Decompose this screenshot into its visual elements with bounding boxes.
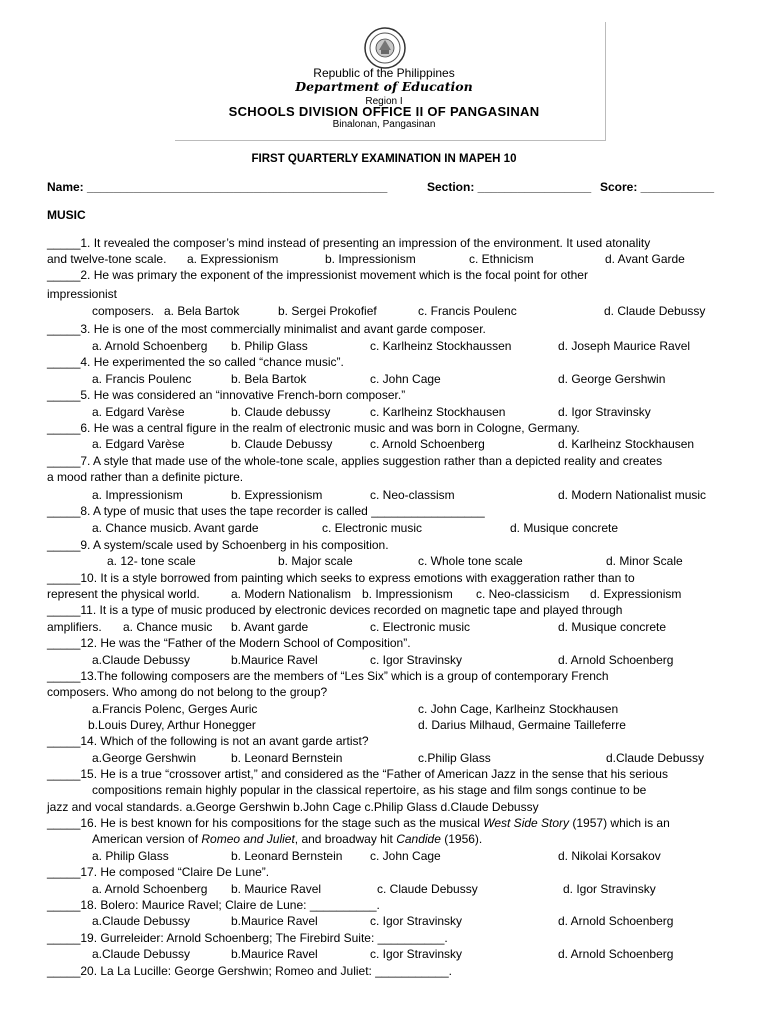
option: c. Igor Stravinsky: [370, 947, 463, 961]
option: b.Maurice Ravel: [231, 947, 318, 961]
question-line: _____12. He was the “Father of the Modern School of Composition”.: [47, 636, 411, 650]
region-line: Region I: [365, 96, 403, 107]
question-line: _____1. It revealed the composer’s mind instead of presenting an impression of the environment. It used atonality: [47, 236, 651, 250]
question-line: composers.: [92, 304, 155, 318]
option: b. Impressionism: [325, 252, 416, 266]
question-line: _____9. A system/scale used by Schoenberg in his composition.: [47, 538, 389, 552]
option: a.George Gershwin: [92, 751, 197, 765]
option: d. Igor Stravinsky: [563, 882, 656, 896]
question-line: American version of Romeo and Juliet, and broadway hit Candide (1956).: [92, 832, 483, 846]
question-line: a mood rather than a definite picture.: [47, 470, 244, 484]
option: d. Musique concrete: [510, 521, 619, 535]
option: c. Arnold Schoenberg: [370, 437, 485, 451]
option: b. Bela Bartok: [231, 372, 307, 386]
section-heading: MUSIC: [47, 208, 86, 222]
question-line: _____10. It is a style borrowed from painting which seeks to express emotions with exaggeration rather than to: [47, 571, 635, 585]
section-field[interactable]: Section: _________________: [427, 180, 592, 194]
question-line: represent the physical world.: [47, 587, 200, 601]
question-line: _____6. He was a central figure in the realm of electronic music and was born in Cologne, Germany.: [47, 421, 580, 435]
option: d. Igor Stravinsky: [558, 405, 651, 419]
option: c. John Cage: [370, 849, 441, 863]
question-line: _____20. La La Lucille: George Gershwin; Romeo and Juliet: ___________.: [47, 964, 452, 978]
option: c.Philip Glass: [418, 751, 491, 765]
option: a. Expressionism: [187, 252, 279, 266]
option: c. Electronic music: [322, 521, 423, 535]
option: d. Minor Scale: [606, 554, 683, 568]
option: a. Francis Poulenc: [92, 372, 192, 386]
question-line: _____5. He was considered an “innovative French-born composer.”: [47, 388, 406, 402]
location-line: Binalonan, Pangasinan: [332, 119, 436, 130]
option: a. Edgard Varèse: [92, 437, 185, 451]
option: d. Arnold Schoenberg: [558, 914, 674, 928]
option: b.Maurice Ravel: [231, 653, 318, 667]
option: a. Arnold Schoenberg: [92, 882, 208, 896]
option: c. Electronic music: [370, 620, 471, 634]
division-line: SCHOOLS DIVISION OFFICE II OF PANGASINAN: [228, 104, 540, 119]
option: b.Maurice Ravel: [231, 914, 318, 928]
question-line: _____7. A style that made use of the whole-tone scale, applies suggestion rather than a depicted reality and creates: [47, 454, 663, 468]
option: a. Chance music: [123, 620, 213, 634]
option: d. Expressionism: [590, 587, 682, 601]
option: c. Igor Stravinsky: [370, 653, 463, 667]
question-line: _____18. Bolero: Maurice Ravel; Claire de Lune: __________.: [47, 898, 380, 912]
question-line: _____14. Which of the following is not an avant garde artist?: [47, 734, 369, 748]
option: b. Leonard Bernstein: [231, 849, 343, 863]
option: d. Avant Garde: [605, 252, 685, 266]
option: b. Expressionism: [231, 488, 323, 502]
question-line: impressionist: [47, 287, 118, 301]
option: b. Sergei Prokofief: [278, 304, 377, 318]
question-line: jazz and vocal standards. a.George Gershwin b.John Cage c.Philip Glass d.Claude Debussy: [47, 800, 539, 814]
option: a.Claude Debussy: [92, 914, 191, 928]
option: c. Neo-classism: [370, 488, 455, 502]
option: c. Whole tone scale: [418, 554, 523, 568]
option: d. Musique concrete: [558, 620, 667, 634]
option: c. Karlheinz Stockhaussen: [370, 339, 512, 353]
score-field[interactable]: Score: ___________: [600, 180, 715, 194]
option: c. Claude Debussy: [377, 882, 478, 896]
option: a. 12- tone scale: [107, 554, 196, 568]
option: c. Neo-classicism: [476, 587, 570, 601]
option: d. Arnold Schoenberg: [558, 653, 674, 667]
option: b. Philip Glass: [231, 339, 308, 353]
option: a.Claude Debussy: [92, 653, 191, 667]
option: c. Igor Stravinsky: [370, 914, 463, 928]
option: b. Leonard Bernstein: [231, 751, 343, 765]
option: d. Nikolai Korsakov: [558, 849, 661, 863]
option: a. Bela Bartok: [164, 304, 240, 318]
option: d. Claude Debussy: [604, 304, 706, 318]
question-line: _____15. He is a true “crossover artist,” and considered as the “Father of American Jazz in the sense that his serious: [47, 767, 668, 781]
department-line: Department of Education: [295, 79, 473, 94]
question-line: _____17. He composed “Claire De Lune”.: [47, 865, 270, 879]
question-line: amplifiers.: [47, 620, 102, 634]
option: a. Modern Nationalism: [231, 587, 352, 601]
option: b. Avant garde: [231, 620, 309, 634]
option: d. Karlheinz Stockhausen: [558, 437, 695, 451]
option: d. George Gershwin: [558, 372, 666, 386]
option: b. Claude debussy: [231, 405, 331, 419]
question-line: _____19. Gurreleider: Arnold Schoenberg; The Firebird Suite: __________.: [47, 931, 448, 945]
exam-title: FIRST QUARTERLY EXAMINATION IN MAPEH 10: [251, 153, 517, 165]
option: c. Francis Poulenc: [418, 304, 517, 318]
option: b. Impressionism: [362, 587, 453, 601]
deped-seal-icon: [363, 26, 407, 70]
question-line: composers. Who among do not belong to the group?: [47, 685, 328, 699]
question-line: and twelve-tone scale.: [47, 252, 167, 266]
option: c. John Cage, Karlheinz Stockhausen: [418, 702, 619, 716]
question-line: _____16. He is best known for his compositions for the stage such as the musical West Side Story (1957) which is an: [47, 816, 670, 830]
option: b. Maurice Ravel: [231, 882, 322, 896]
question-line: _____2. He was primary the exponent of the impressionist movement which is the focal point for other: [47, 268, 588, 282]
option: d.Claude Debussy: [606, 751, 705, 765]
option: c. Karlheinz Stockhausen: [370, 405, 506, 419]
question-line: _____13.The following composers are the members of “Les Six” which is a group of contemporary French: [47, 669, 609, 683]
question-line: compositions remain highly popular in the classical repertoire, as his stage and film songs continue to be: [92, 783, 647, 797]
option: a. Arnold Schoenberg: [92, 339, 208, 353]
option: d. Arnold Schoenberg: [558, 947, 674, 961]
option: b. Claude Debussy: [231, 437, 333, 451]
option: d. Darius Milhaud, Germaine Tailleferre: [418, 718, 626, 732]
question-line: _____3. He is one of the most commercially minimalist and avant garde composer.: [47, 322, 486, 336]
option: a. Edgard Varèse: [92, 405, 185, 419]
option: a.Francis Polenc, Gerges Auric: [92, 702, 258, 716]
option: d. Modern Nationalist music: [558, 488, 707, 502]
option: a. Philip Glass: [92, 849, 169, 863]
option: b.Louis Durey, Arthur Honegger: [88, 718, 256, 732]
option: c. Ethnicism: [469, 252, 534, 266]
question-line: _____11. It is a type of music produced by electronic devices recorded on magnetic tape and played through: [47, 603, 623, 617]
option: a. Chance musicb. Avant garde: [92, 521, 259, 535]
question-line: _____8. A type of music that uses the tape recorder is called _________________: [47, 504, 485, 518]
option: c. John Cage: [370, 372, 441, 386]
republic-line: Republic of the Philippines: [313, 66, 455, 80]
option: b. Major scale: [278, 554, 353, 568]
option: a. Impressionism: [92, 488, 183, 502]
option: a.Claude Debussy: [92, 947, 191, 961]
question-line: _____4. He experimented the so called “chance music”.: [47, 355, 344, 369]
option: d. Joseph Maurice Ravel: [558, 339, 691, 353]
name-field[interactable]: Name: _____________________________________________: [47, 180, 388, 194]
